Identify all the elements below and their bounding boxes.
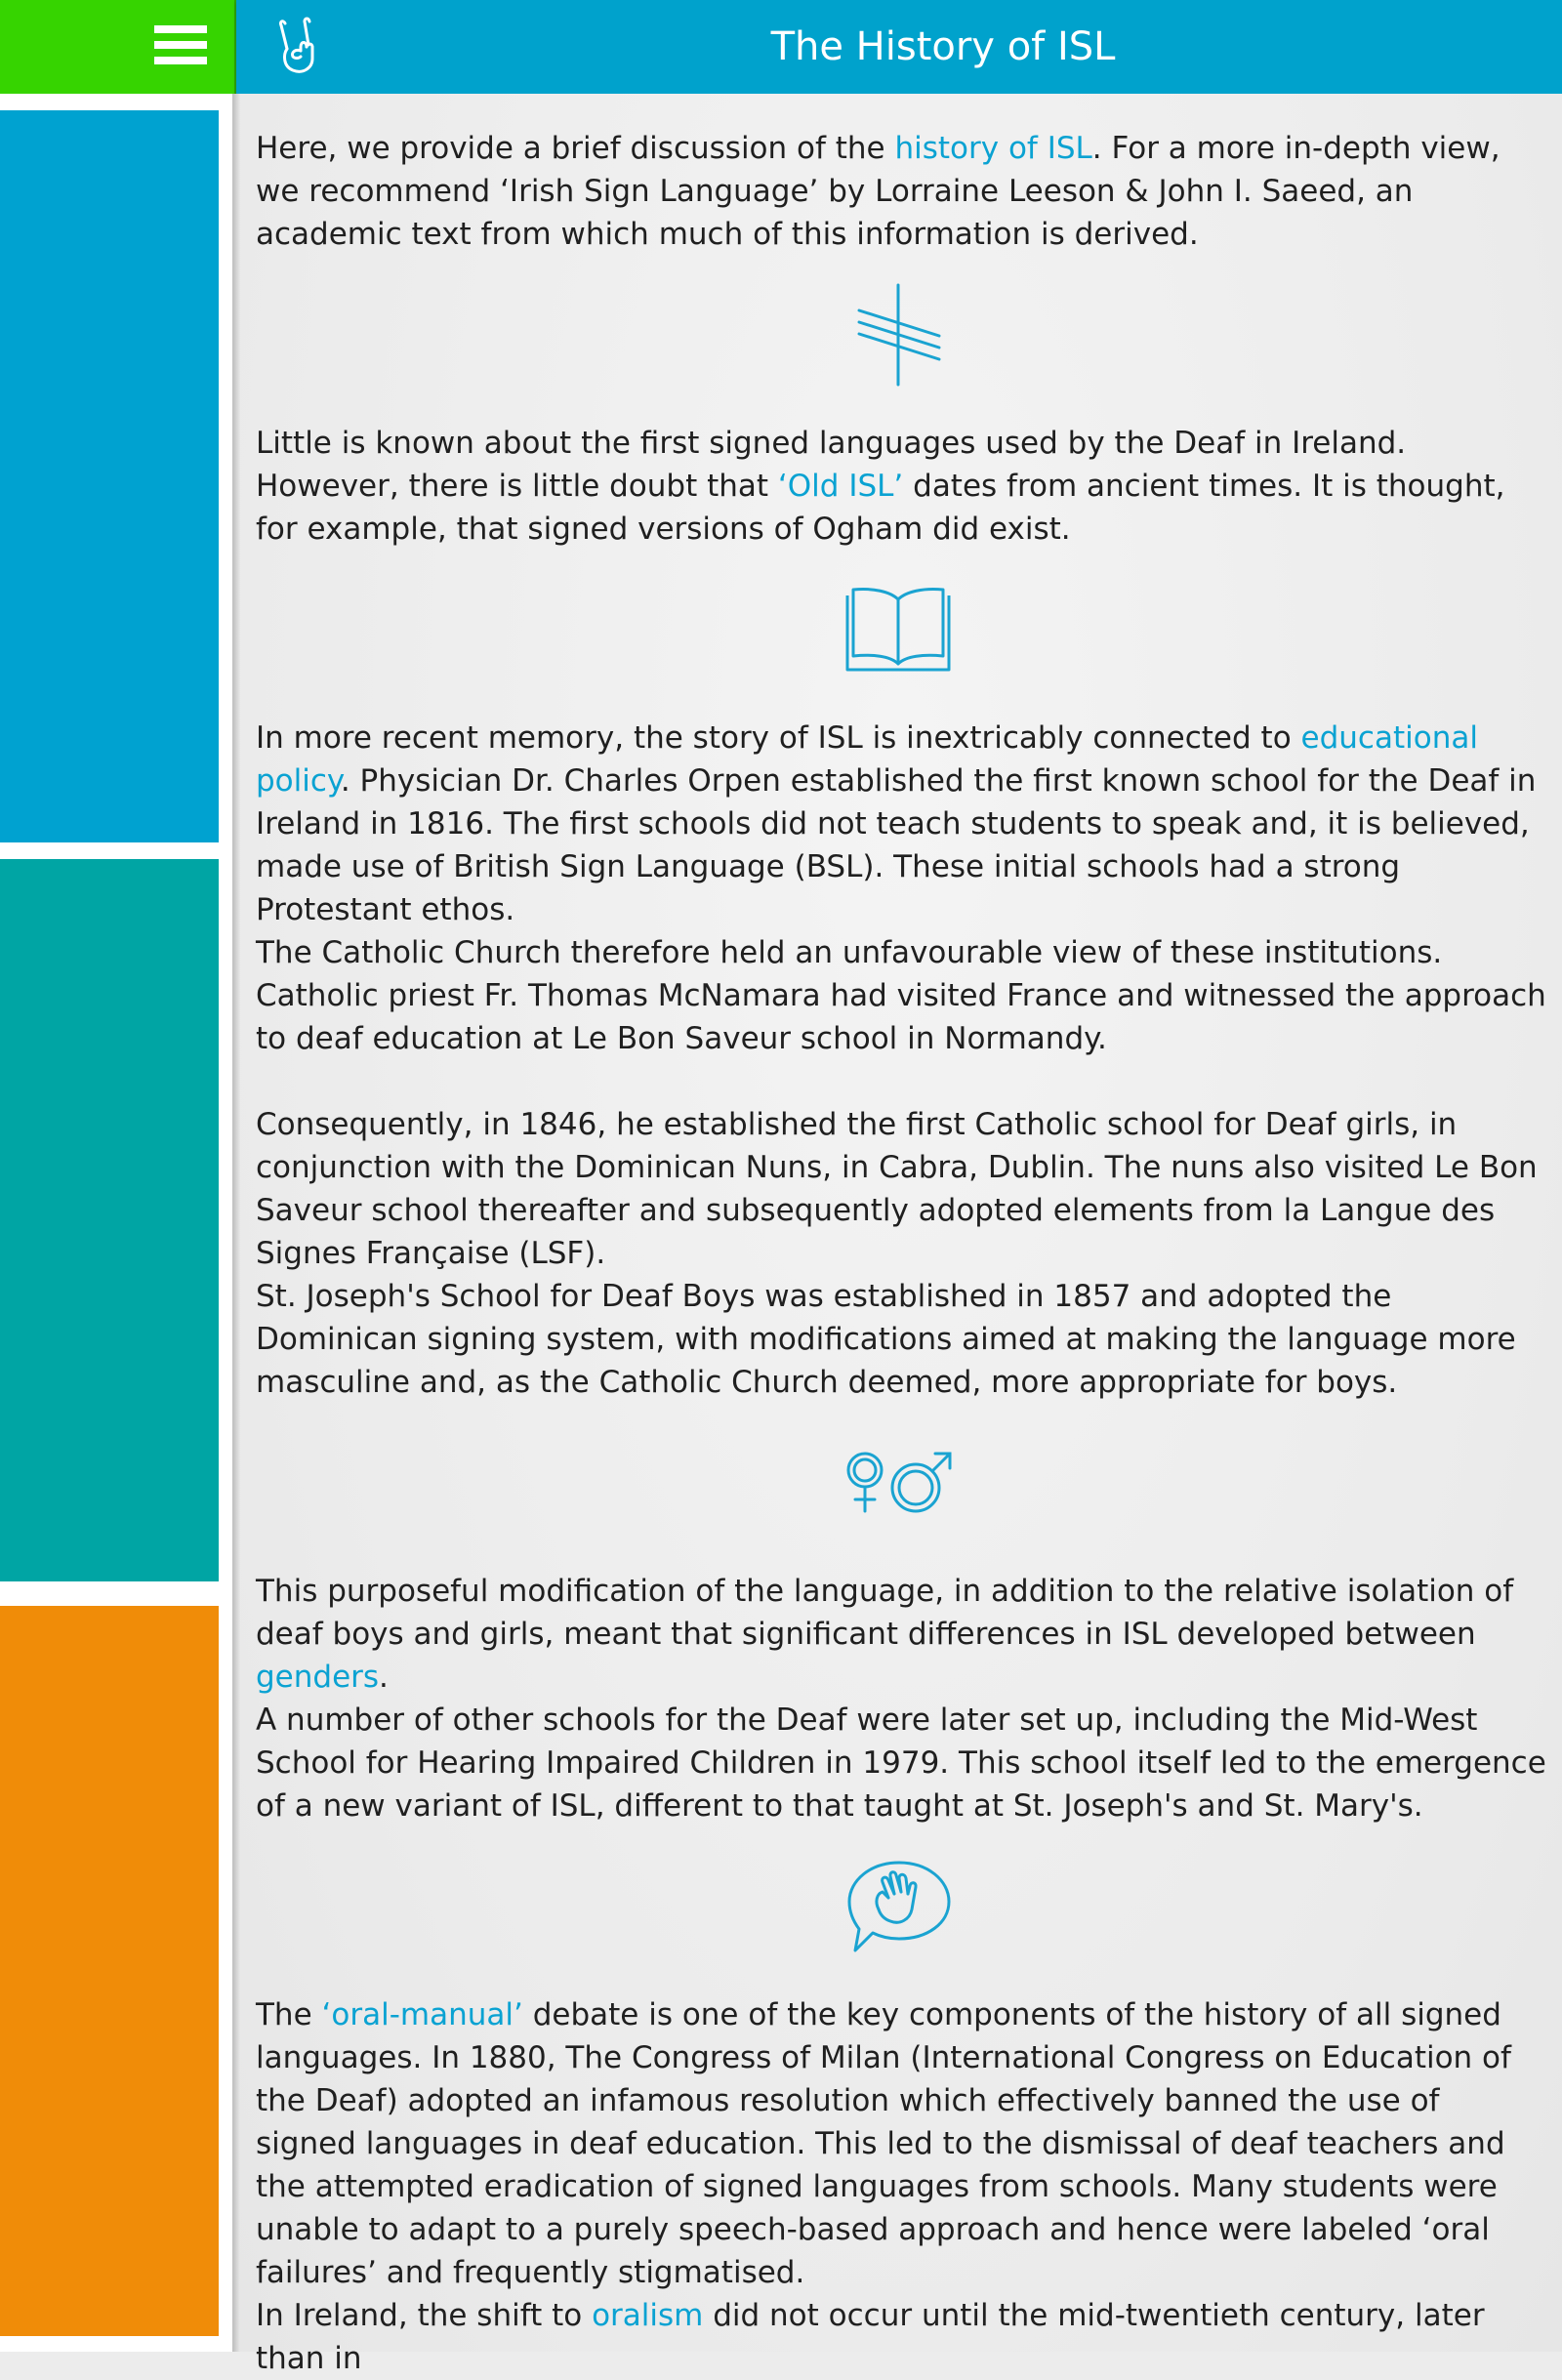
sidebar — [0, 94, 234, 2352]
menu-button[interactable] — [0, 0, 236, 94]
gender-symbols-icon — [842, 1449, 955, 1515]
open-book-icon — [843, 586, 953, 674]
app-header — [236, 0, 1562, 94]
oral-manual-link[interactable]: ‘oral-manual’ — [321, 1997, 523, 2032]
educational-policy-link[interactable]: educational policy — [256, 720, 1478, 799]
paragraph-old-isl: Little is known about the first signed languages used by the Deaf in Ireland. However, there is little doubt that ‘Old ISL’ dates from ancient times. It is thought, for example, that signed versions of Ogham did exist. — [256, 426, 1505, 547]
oralism-link[interactable]: oralism — [592, 2298, 704, 2333]
ogham-icon — [855, 283, 943, 387]
paragraph-intro: Here, we provide a brief discussion of the history of ISL. For a more in-depth view, we recommend ‘Irish Sign Language’ by Lorraine Leeson & John I. Saeed, an academic text from which much of this information is derived. — [256, 131, 1500, 252]
sidebar-tile-orange[interactable] — [0, 1606, 219, 2336]
genders-link[interactable]: genders — [256, 1660, 380, 1695]
paragraph-educational-policy: In more recent memory, the story of ISL is inextricably connected to educational policy. Physician Dr. Charles Orpen established the first known school for the Deaf in Ireland in 1816. The first schools did not teach students to speak and, it is believed, made use of British Sign Language (BSL). These initial schools had a strong Protestant ethos. — [256, 720, 1537, 927]
old-isl-link[interactable]: ‘Old ISL’ — [777, 469, 904, 504]
paragraph-mid-west-school: A number of other schools for the Deaf were later set up, including the Mid-West School for Hearing Impaired Children in 1979. This school itself led to the emergence of a new variant of ISL, different to that taught at St. Joseph's and St. Mary's. — [256, 1703, 1546, 1824]
waving-hand-speech-bubble-icon — [845, 1859, 953, 1954]
sidebar-tile-teal[interactable] — [0, 859, 219, 1581]
sidebar-divider — [232, 94, 240, 2352]
paragraph-cabra-school: Consequently, in 1846, he established the first Catholic school for Deaf girls, in conjunction with the Dominican Nuns, in Cabra, Dublin. The nuns also visited Le Bon Saveur school thereafter and subsequently adopted elements from la Langue des Signes Française (LSF). — [256, 1107, 1538, 1271]
sidebar-tile-blue[interactable] — [0, 110, 219, 842]
paragraph-st-josephs: St. Joseph's School for Deaf Boys was established in 1857 and adopted the Dominican signing system, with modifications aimed at making the language more masculine and, as the Catholic Church deemed, more appropriate for boys. — [256, 1279, 1516, 1400]
paragraph-genders: This purposeful modification of the language, in addition to the relative isolation of deaf boys and girls, meant that significant differences in ISL developed between genders. — [256, 1574, 1514, 1695]
page-title: The History of ISL — [770, 24, 1116, 69]
paragraph-oral-manual: The ‘oral-manual’ debate is one of the key components of the history of all signed languages. In 1880, The Congress of Milan (International Congress on Education of the Deaf) adopted an infamous resolution which effectively banned the use of signed languages in deaf education. This led to the dismissal of deaf teachers and the attempted eradication of signed languages from schools. Many students were unable to adapt to a purely speech-based approach and hence were labeled ‘oral failures’ and frequently stigmatised. — [256, 1997, 1511, 2290]
paragraph-oralism: In Ireland, the shift to oralism did not occur until the mid-twentieth century, later than in — [256, 2298, 1485, 2376]
history-of-isl-link[interactable]: history of ISL — [894, 131, 1092, 166]
paragraph-catholic-church: The Catholic Church therefore held an unfavourable view of these institutions. Catholic priest Fr. Thomas McNamara had visited France and witnessed the approach to deaf education at Le Bon Saveur school in Normandy. — [256, 935, 1546, 1056]
